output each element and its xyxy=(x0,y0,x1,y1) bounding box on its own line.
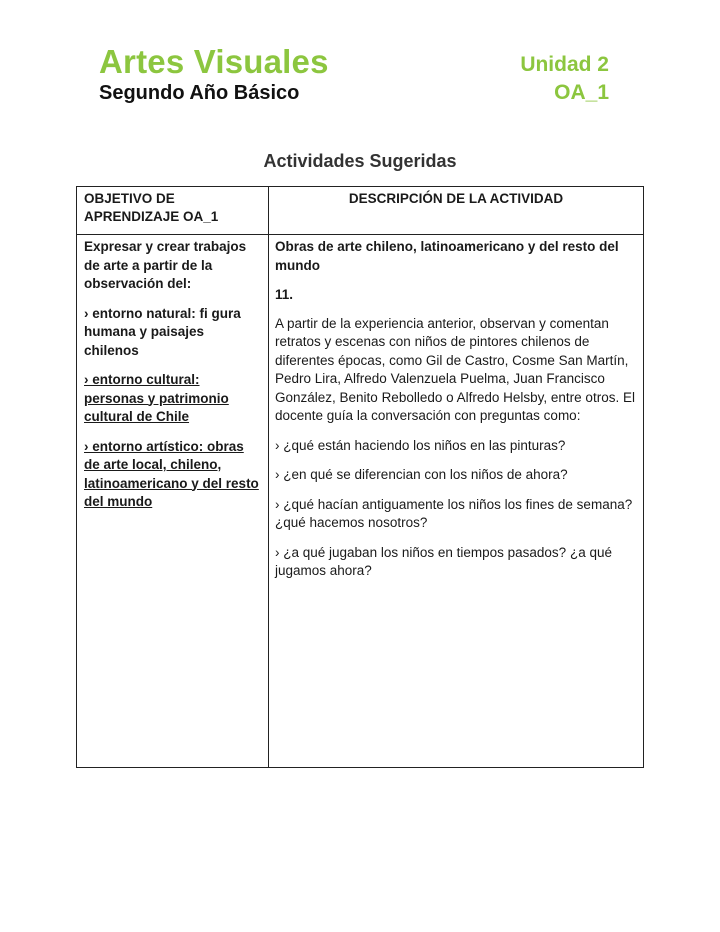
question-item: › ¿en qué se diferencian con los niños de ahora? xyxy=(275,467,568,482)
activity-title: Obras de arte chileno, latinoamericano y del resto del mundo xyxy=(275,239,619,273)
row-divider xyxy=(77,234,643,235)
activity-table xyxy=(76,186,644,768)
objective-item-cultural: › entorno cultural: personas y patrimonio cultural de Chile xyxy=(84,372,229,424)
activity-number: 11. xyxy=(275,287,294,302)
description-column-header: DESCRIPCIÓN DE LA ACTIVIDAD xyxy=(348,191,564,206)
subject-title: Artes Visuales xyxy=(99,43,329,80)
objective-cell xyxy=(84,238,262,523)
objective-item-artistic: › entorno artístico: obras de arte local, chileno, latinoamericano y del resto del mundo xyxy=(84,438,259,509)
question-item: › ¿qué están haciendo los niños en las pinturas? xyxy=(275,437,566,453)
section-heading: Actividades Sugeridas xyxy=(263,151,457,171)
objective-item-natural: › entorno natural: fi gura humana y paisajes chilenos xyxy=(84,305,241,358)
objective-column-header: OBJETIVO DE APRENDIZAJE OA_1 xyxy=(84,191,219,224)
activity-cell xyxy=(275,238,641,592)
oa-code-label: OA_1 xyxy=(554,81,609,104)
grade-title: Segundo Año Básico xyxy=(99,82,300,104)
question-item: › ¿a qué jugaban los niños en tiempos pasados? ¿a qué jugamos ahora? xyxy=(275,544,612,578)
activity-description: A partir de la experiencia anterior, observan y comentan retratos y escenas con niños de pintores chilenos de diferentes épocas, como Gil de Castro, Cosme San Martín, Pedro Lira, Alfredo Valenzuela Puelma, Juan Francisco González, Benito Rebolledo o Alfredo Helsby, entre otros. El docente guía la conversación con preguntas como: xyxy=(275,315,635,423)
unit-label: Unidad 2 xyxy=(520,53,609,76)
column-divider xyxy=(268,187,269,767)
question-item: › ¿qué hacían antiguamente los niños los fines de semana? ¿qué hacemos nosotros? xyxy=(275,496,633,530)
objective-intro: Expresar y crear trabajos de arte a partir de la observación del: xyxy=(84,239,247,291)
